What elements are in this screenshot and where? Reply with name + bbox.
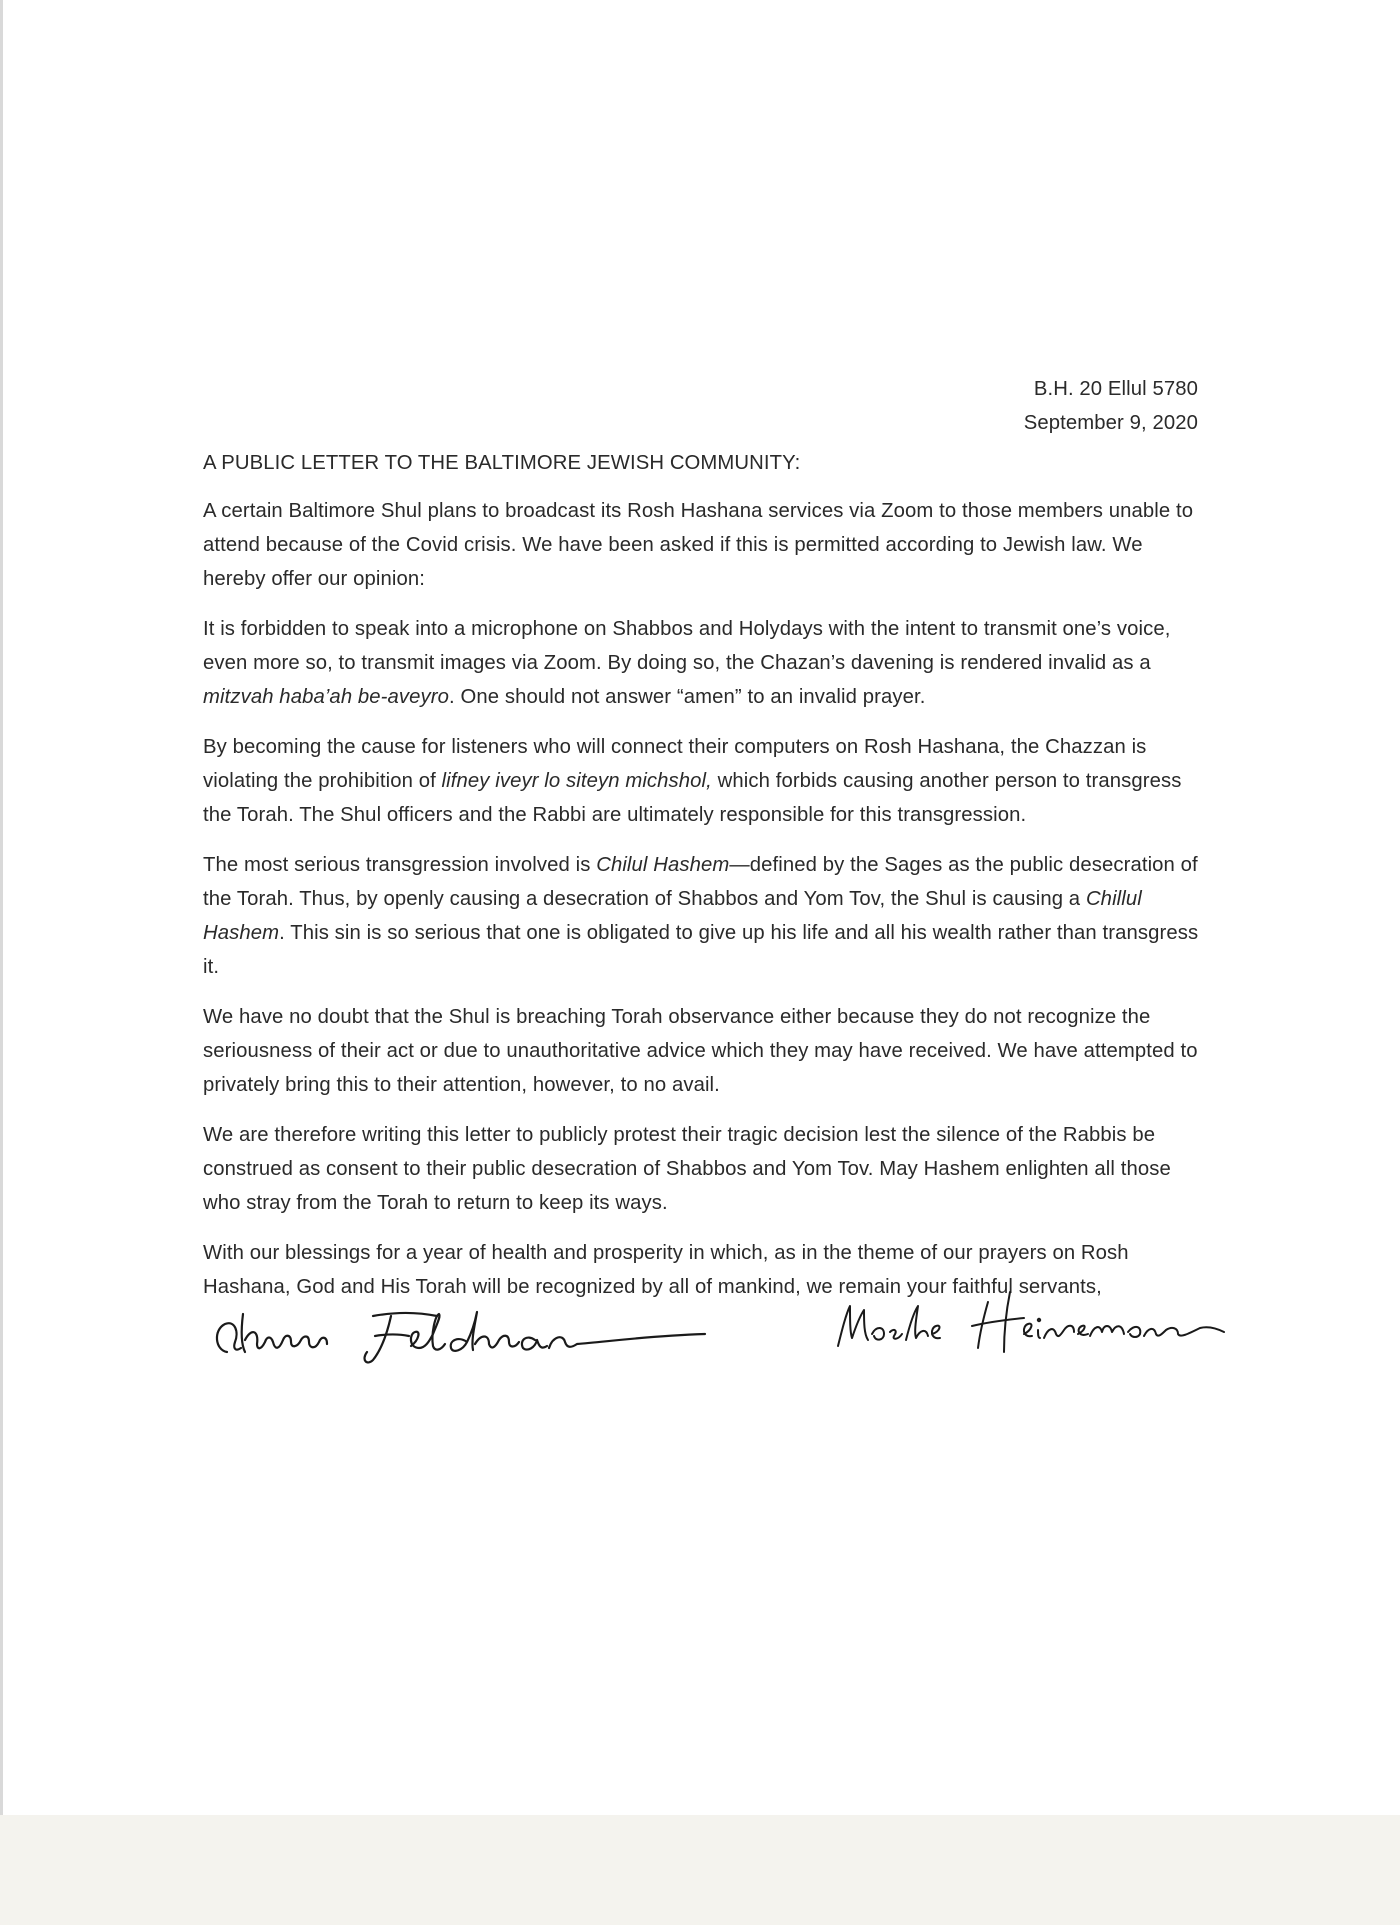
- scanner-bed-edge: [0, 1815, 1400, 1925]
- hebrew-date: B.H. 20 Ellul 5780: [1033, 378, 1198, 400]
- italic-term: Chillul Hashem: [203, 888, 1142, 944]
- signature-heinemann: [828, 1272, 1248, 1372]
- signature-feldman: [205, 1290, 725, 1380]
- salutation: A PUBLIC LETTER TO THE BALTIMORE JEWISH COMMUNITY:: [203, 452, 801, 474]
- italic-term: Chilul Hashem: [596, 854, 730, 876]
- date-block: [203, 372, 1203, 440]
- gregorian-date: September 9, 2020: [1023, 412, 1198, 434]
- letter-body: [203, 372, 1203, 1410]
- paragraph-5: We have no doubt that the Shul is breaching Torah observance either because they do not recognize the seriousness of their act or due to unauthoritative advice which they may have received. We have attempted to privately bring this to their attention, however, to no avail.: [203, 1006, 1198, 1096]
- paragraph-1: A certain Baltimore Shul plans to broadcast its Rosh Hashana services via Zoom to those members unable to attend because of the Covid crisis. We have been asked if this is permitted according to Jewish law. We hereby offer our opinion:: [203, 500, 1194, 590]
- paragraph-2: It is forbidden to speak into a microphone on Shabbos and Holydays with the intent to transmit one’s voice, even more so, to transmit images via Zoom. By doing so, the Chazan’s davening is rendered invalid as a mitzvah haba’ah be-aveyro. One should not answer “amen” to an invalid prayer.: [203, 618, 1171, 708]
- scan-edge-shadow: [0, 0, 3, 1815]
- paragraph-3: By becoming the cause for listeners who will connect their computers on Rosh Hashana, the Chazzan is violating the prohibition of lifney iveyr lo siteyn michshol, which forbids causing another person to transgress the Torah. The Shul officers and the Rabbi are ultimately responsible for this transgression.: [203, 736, 1182, 826]
- italic-term: mitzvah haba’ah be-aveyro: [203, 686, 450, 708]
- closing: With our blessings for a year of health and prosperity in which, as in the theme of our prayers on Rosh Hashana, God and His Torah will be recognized by all of mankind, we remain your faithful servants,: [203, 1242, 1129, 1298]
- italic-term: lifney iveyr lo siteyn michshol,: [441, 770, 712, 792]
- handwritten-signature-icon: [828, 1272, 1248, 1372]
- handwritten-signature-icon: [205, 1290, 725, 1380]
- paragraph-6: We are therefore writing this letter to publicly protest their tragic decision lest the silence of the Rabbis be construed as consent to their public desecration of Shabbos and Yom Tov. May Hashem enlighten all those who stray from the Torah to return to keep its ways.: [203, 1124, 1171, 1214]
- signatures: [203, 1300, 1203, 1410]
- paragraph-4: The most serious transgression involved is Chilul Hashem—defined by the Sages as the public desecration of the Torah. Thus, by openly causing a desecration of Shabbos and Yom Tov, the Shul is causing a Chillul Hashem. This sin is so serious that one is obligated to give up his life and all his wealth rather than transgress it.: [203, 854, 1199, 978]
